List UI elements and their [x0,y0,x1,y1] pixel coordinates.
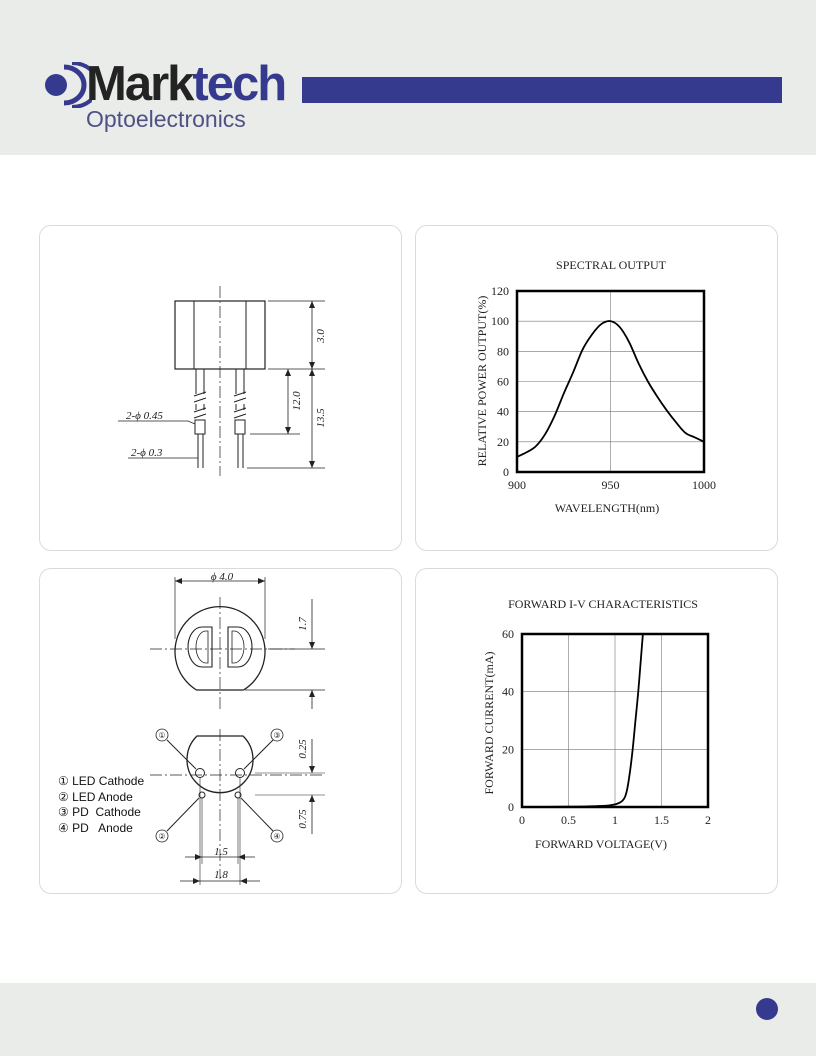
pin-number-2: ② [158,832,166,841]
pin-legend-num: ③ [58,805,69,819]
chart2-x-tick-label: 1.5 [654,813,669,827]
brand-name-part2: tech [192,57,286,111]
dim-0-25: 0.25 [297,739,309,759]
side-view-drawing [40,226,403,552]
chart2-x-tick-label: 2 [705,813,711,827]
chart1-y-tick-label: 120 [491,284,509,298]
pin-legend-label: PD Anode [72,820,133,835]
header-accent-bar [302,77,782,103]
page-header [0,0,816,155]
spectral-output-panel [415,225,778,551]
chart1-ylabel: RELATIVE POWER OUTPUT(%) [475,295,489,467]
dim-1-5: 1.5 [214,846,228,858]
page-footer [0,983,816,1056]
chart1-x-tick-label: 1000 [692,478,716,492]
pin-legend-item [58,774,144,790]
chart1-xlabel: WAVELENGTH(nm) [554,501,660,515]
chart2-xlabel: FORWARD VOLTAGE(V) [534,837,668,851]
chart2-title: FORWARD I-V CHARACTERISTICS [508,597,698,611]
dim-0-75: 0.75 [297,809,309,829]
pin-legend-num: ① [58,774,69,788]
pin-legend-item [58,805,144,821]
chart2-x-tick-label: 1 [612,813,618,827]
chart2-y-tick-label: 20 [502,742,514,757]
dim-lead-length-13-5: 13.5 [315,408,327,428]
marktech-logo-icon [42,62,92,108]
chart2-x-tick-label: 0.5 [561,813,576,827]
dim-1-7: 1.7 [297,617,309,631]
spectral-output-chart [416,226,779,552]
dim-lead-dia-045: 2-ϕ 0.45 [126,410,163,422]
pin-legend-item [58,790,144,806]
chart1-y-tick-label: 20 [497,434,509,449]
forward-iv-chart [416,569,779,895]
chart2-x-tick-label: 0 [519,813,525,827]
page-indicator-dot [756,998,778,1020]
chart1-y-tick-label: 40 [497,404,509,419]
brand-name [86,58,285,110]
brand-subtitle: Optoelectronics [86,106,246,132]
chart1-title: SPECTRAL OUTPUT [556,258,666,272]
side-view-drawing-panel [39,225,402,551]
pin-legend-label: LED Cathode [72,774,145,788]
top-view-drawing-panel [39,568,402,894]
chart2-y-tick-label: 60 [502,627,514,641]
chart1-y-tick-label: 60 [497,374,509,389]
pin-legend-item [58,821,144,837]
chart2-ylabel: FORWARD CURRENT(mA) [482,651,496,795]
pin-number-4: ④ [273,832,281,841]
dim-1-8: 1.8 [214,869,228,881]
chart1-y-tick-label: 100 [491,314,509,329]
chart2-series-line [522,634,643,807]
top-view-drawing [40,569,403,895]
pin-legend-label: LED Anode [72,789,133,804]
pin-legend-num: ④ [58,820,69,835]
chart1-x-tick-label: 950 [601,478,620,492]
pin-number-1: ① [158,731,166,740]
chart2-y-tick-label: 40 [502,684,514,699]
pin-number-3: ③ [273,731,281,740]
pin-legend [58,774,144,836]
brand-name-part1: Mark [86,57,193,111]
chart1-y-tick-label: 80 [497,344,509,359]
chart1-y-tick-label: 0 [503,465,509,479]
dim-body-height: 3.0 [315,329,327,343]
pin-legend-num: ② [58,789,69,804]
dim-diameter: ϕ 4.0 [210,571,234,583]
chart2-y-tick-label: 0 [508,800,514,814]
forward-iv-panel [415,568,778,894]
chart1-x-tick-label: 900 [508,478,526,492]
dim-lead-length-12: 12.0 [291,391,303,411]
pin-legend-label: PD Cathode [72,805,141,819]
dim-lead-dia-03: 2-ϕ 0.3 [131,447,163,459]
